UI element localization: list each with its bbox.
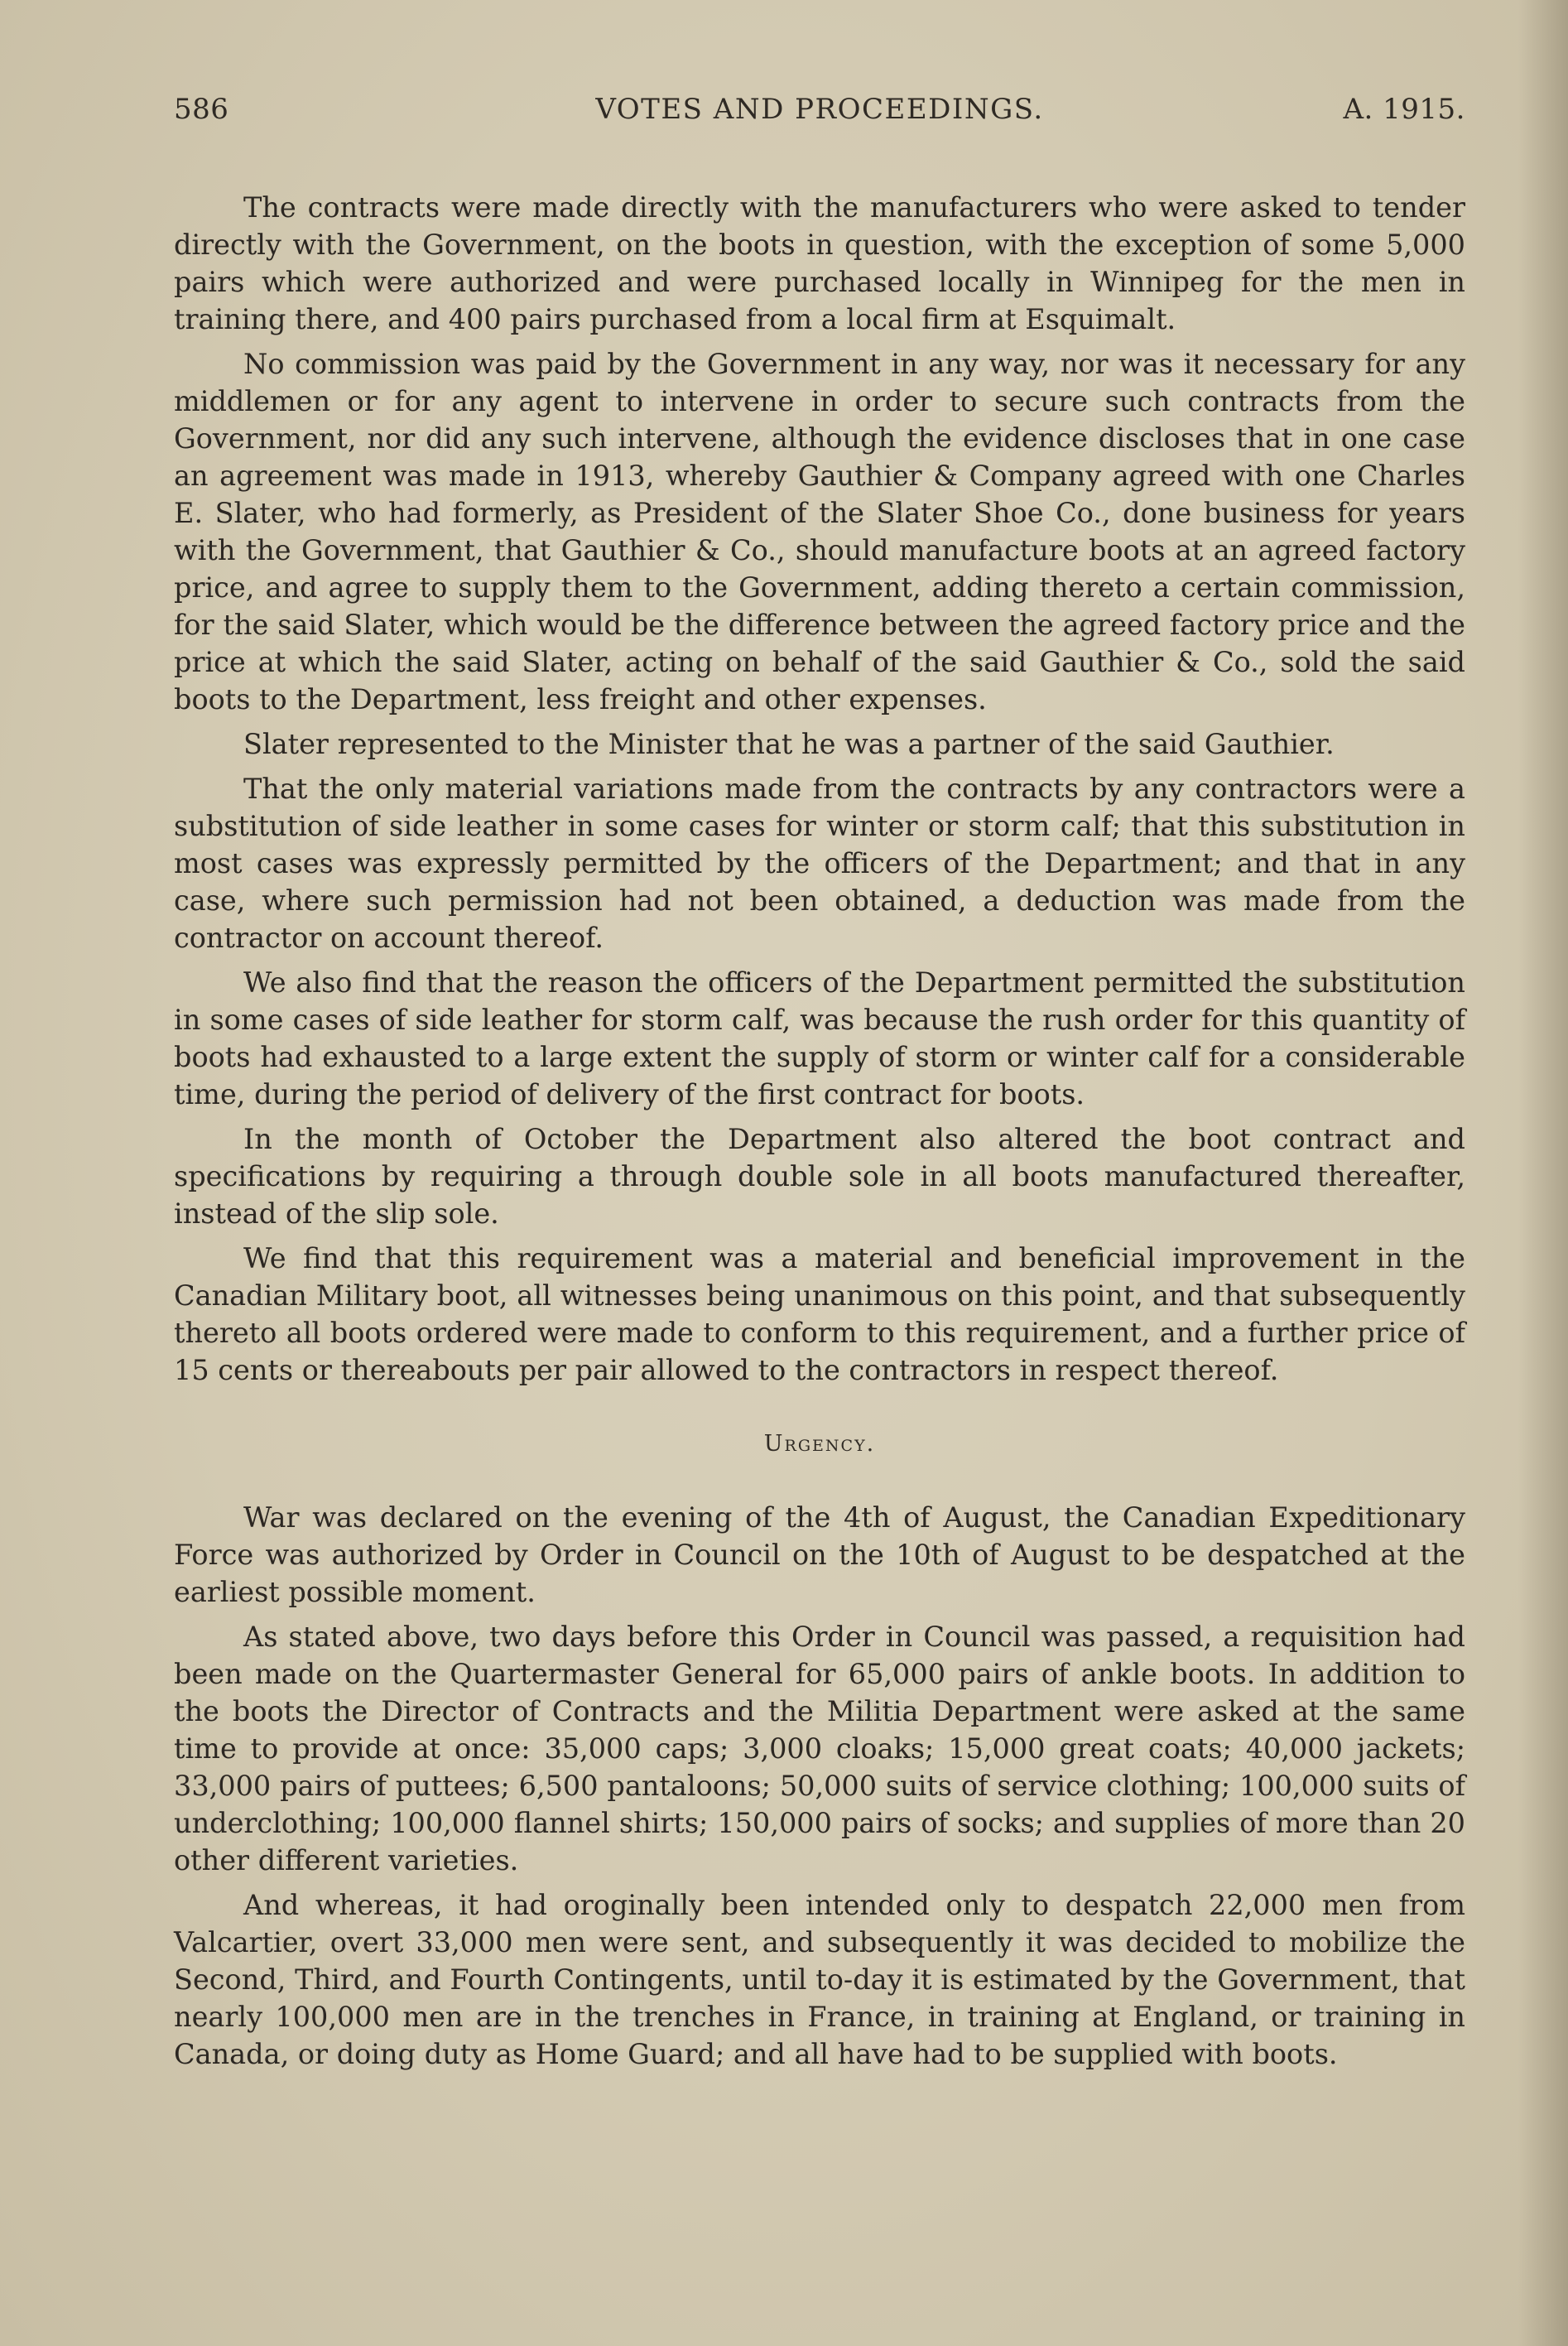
paragraph: We also find that the reason the officers of the Department permitted the substitution in some cases of side leather for storm calf, was because the rush order for this quantity of boots had exhausted to a large extent the supply of storm or winter calf for a considerable time, during the period of delivery of the first contract for boots. bbox=[174, 966, 1465, 1110]
page-body bbox=[174, 189, 1465, 2080]
paragraph: We find that this requirement was a material and beneficial improvement in the Canadian Military boot, all witnesses being unanimous on this point, and that subsequently thereto all boots ordered were made to conform to this requirement, and a further price of 15 cents or thereabouts per pair allowed to the contractors in respect thereof. bbox=[174, 1242, 1465, 1386]
paragraph: No commission was paid by the Government in any way, nor was it necessary for any middlemen or for any agent to intervene in order to secure such contracts from the Government, nor did any such intervene, although the evidence discloses that in one case an agreement was made in 1913, whereby Gauthier & Company agreed with one Charles E. Slater, who had formerly, as President of the Slater Shoe Co., done business for years with the Government, that Gauthier & Co., should manufacture boots at an agreed factory price, and agree to supply them to the Government, adding thereto a certain commission, for the said Slater, which would be the difference between the agreed factory price and the price at which the said Slater, acting on behalf of the said Gauthier & Co., sold the said boots to the Department, less freight and other expenses. bbox=[174, 348, 1465, 715]
section-heading: Urgency. bbox=[763, 1431, 876, 1457]
paragraph: As stated above, two days before this Order in Council was passed, a requisition had been made on the Quartermaster General for 65,000 pairs of ankle boots. In addition to the boots the Director of Contracts and the Militia Department were asked at the same time to provide at once: 35,000 caps; 3,000 cloaks; 15,000 great coats; 40,000 jackets; 33,000 pairs of puttees; 6,500 pantaloons; 50,000 suits of service clothing; 100,000 suits of underclothing; 100,000 flannel shirts; 150,000 pairs of socks; and supplies of more than 20 other different varieties. bbox=[174, 1621, 1465, 1876]
paragraph: In the month of October the Department also altered the boot contract and specifications by requiring a through double sole in all boots manufactured thereafter, instead of the slip sole. bbox=[174, 1123, 1465, 1230]
session-year: A. 1915. bbox=[1343, 93, 1465, 126]
paragraph: And whereas, it had oroginally been intended only to despatch 22,000 men from Valcartier, overt 33,000 men were sent, and subsequently it was decided to mobilize the Second, Third, and Fourth Contingents, until to-day it is estimated by the Government, that nearly 100,000 men are in the trenches in France, in training at England, or training in Canada, or doing duty as Home Guard; and all have had to be supplied with boots. bbox=[174, 1889, 1465, 2070]
paragraph: That the only material variations made from the contracts by any contractors were a substitution of side leather in some cases for winter or storm calf; that this substitution in most cases was expressly permitted by the officers of the Department; and that in any case, where such permission had not been obtained, a deduction was made from the contractor on account thereof. bbox=[174, 773, 1465, 954]
paragraph: War was declared on the evening of the 4th of August, the Canadian Expeditionary Force was authorized by Order in Council on the 10th of August to be despatched at the earliest possible moment. bbox=[174, 1501, 1465, 1608]
paragraph: The contracts were made directly with the manufacturers who were asked to tender directly with the Government, on the boots in question, with the exception of some 5,000 pairs which were authorized and were purchased locally in Winnipeg for the men in training there, and 400 pairs purchased from a local firm at Esquimalt. bbox=[174, 191, 1465, 335]
page-number: 586 bbox=[174, 93, 229, 126]
running-header bbox=[174, 93, 1465, 142]
running-title: VOTES AND PROCEEDINGS. bbox=[595, 93, 1044, 126]
paragraph: Slater represented to the Minister that he was a partner of the said Gauthier. bbox=[243, 728, 1335, 760]
